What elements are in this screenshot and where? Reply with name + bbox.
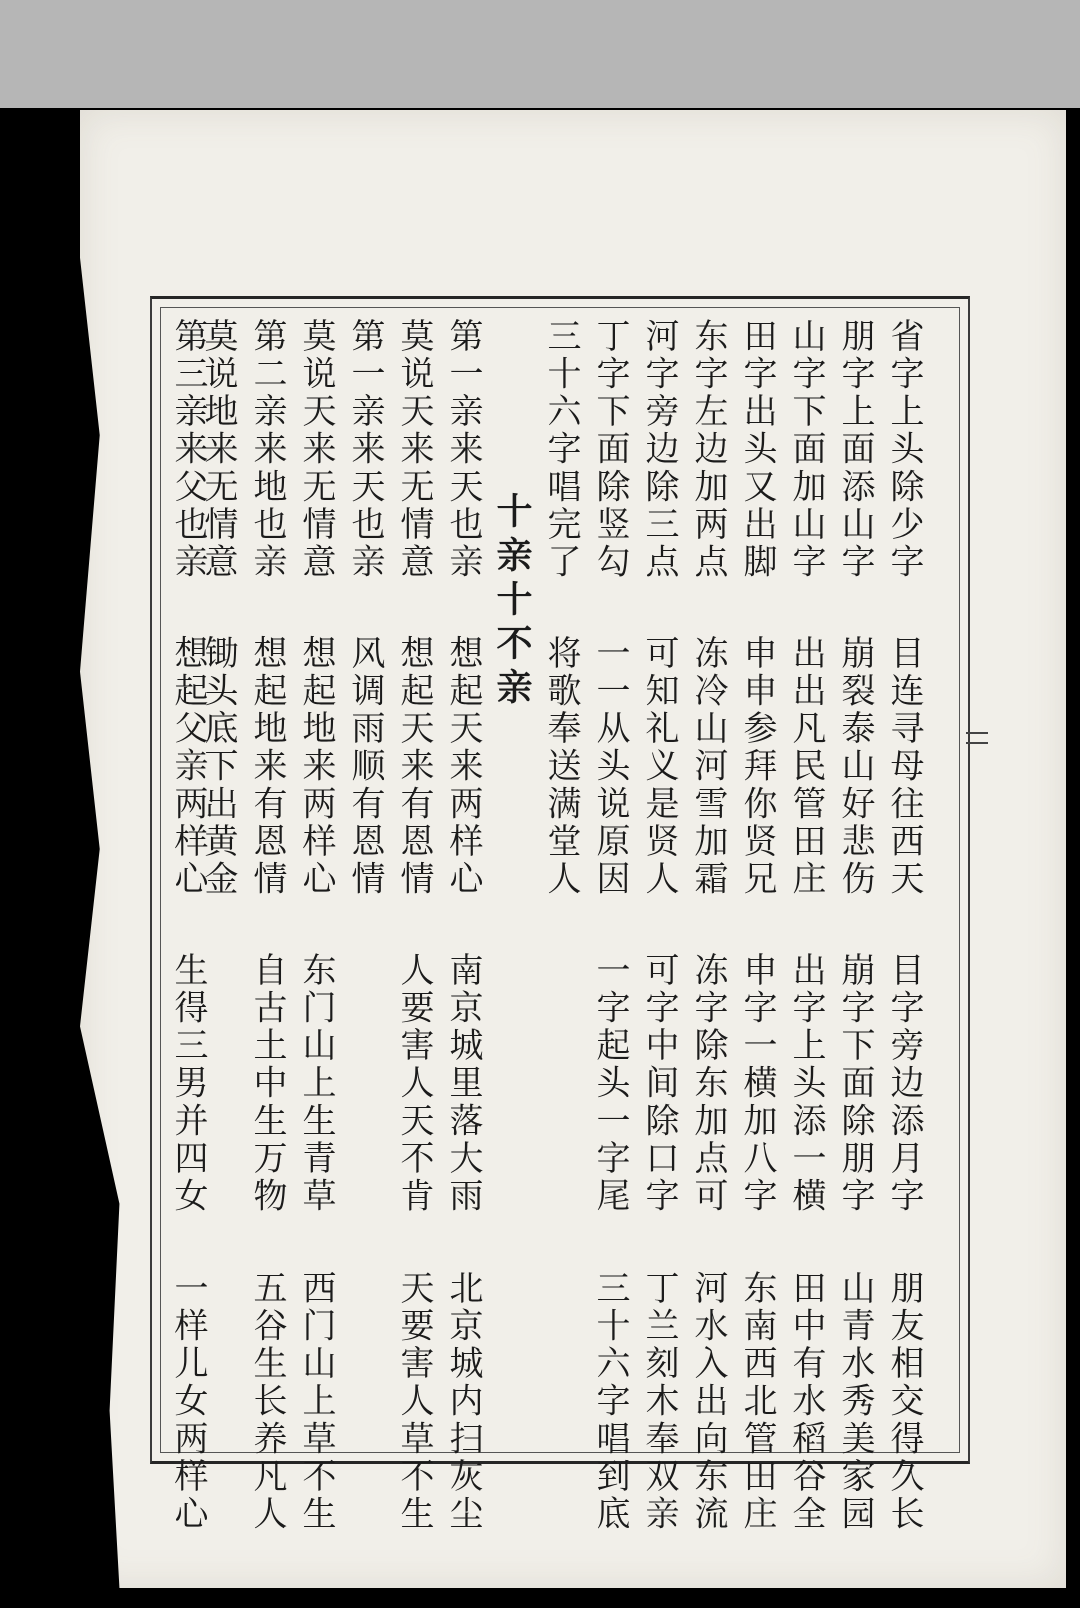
text-column-11 — [343, 318, 387, 1006]
top-gray-band — [0, 0, 1080, 108]
verse-segment: 东字左边加两点 — [688, 318, 728, 582]
verse-segment: 北京城内扫灰尘 — [443, 1269, 483, 1533]
verse-segment: 想起地来有恩情 — [247, 635, 287, 899]
text-column-6 — [637, 318, 681, 1533]
verse-segment: 丁兰刻木奉双亲 — [639, 1269, 679, 1533]
verse-segment: 山字下面加山字 — [786, 318, 826, 582]
verse-segment: 可字中间除口字 — [639, 952, 679, 1216]
verse-segment: 申申参拜你贤兄 — [737, 635, 777, 899]
verse-segment: 想起天来两样心 — [443, 635, 483, 899]
text-column-12 — [294, 318, 338, 1533]
verse-segment: 三十六字唱到底 — [590, 1269, 630, 1533]
verse-segment: 目字旁边添月字 — [884, 952, 924, 1216]
verse-segment: 朋字上面添山字 — [835, 318, 875, 582]
verse-segment: 想起地来两样心 — [296, 635, 336, 899]
verse-segment: 省字上头除少字 — [884, 318, 924, 582]
frame-edge-mark — [966, 732, 988, 744]
verse-segment: 三十六字唱完了 — [541, 318, 581, 582]
verse-segment: 河字旁边除三点 — [639, 318, 679, 582]
verse-segment: 冻字除东加点可 — [688, 952, 728, 1216]
verse-segment: 人要害人天不肯 — [394, 952, 434, 1216]
verse-segment: 山青水秀美家园 — [835, 1269, 875, 1533]
verse-segment: 第一亲来天也亲 — [345, 318, 385, 582]
verse-segment: 目连寻母往西天 — [884, 635, 924, 899]
text-column-7 — [588, 318, 632, 1533]
verse-segment: 锄头底下出黄金 — [198, 635, 238, 899]
text-column-10 — [392, 318, 436, 1533]
verse-segment: 冻冷山河雪加霜 — [688, 635, 728, 899]
text-column-15 — [166, 318, 210, 1533]
verse-segment: 东南西北管田庄 — [737, 1269, 777, 1533]
verse-segment: 出字上头添一横 — [786, 952, 826, 1216]
text-column-13 — [245, 318, 289, 1533]
verse-segment: 第一亲来天也亲 — [443, 318, 483, 582]
verse-segment: 一字起头一字尾 — [590, 952, 630, 1216]
verse-segment: 自古土中生万物 — [247, 952, 287, 1216]
verse-segment: 河水入出向东流 — [688, 1269, 728, 1533]
verse-segment: 朋友相交得久长 — [884, 1269, 924, 1533]
verse-segment: 想起父亲两样心 — [168, 635, 208, 899]
text-column-4 — [735, 318, 779, 1533]
verse-segment: 丁字下面除竖勾 — [590, 318, 630, 582]
text-column-5 — [686, 318, 730, 1533]
verse-segment: 风调雨顺有恩情 — [345, 635, 385, 899]
verse-segment: 东门山上生青草 — [296, 952, 336, 1216]
verse-segment: 田中有水稻谷全 — [786, 1269, 826, 1533]
verse-segment: 一样儿女两样心 — [168, 1269, 208, 1533]
text-column-1 — [882, 318, 926, 1533]
verse-segment: 一一从头说原因 — [590, 635, 630, 899]
verse-segment: 想起天来有恩情 — [394, 635, 434, 899]
verse-segment: 莫说天来无情意 — [296, 318, 336, 582]
text-column-2 — [833, 318, 877, 1533]
verse-segment: 出出凡民管田庄 — [786, 635, 826, 899]
verse-segment: 第三亲来父也亲 — [168, 318, 208, 582]
verse-segment: 西门山上草不生 — [296, 1269, 336, 1533]
verse-segment: 崩裂泰山好悲伤 — [835, 635, 875, 899]
verse-segment: 第二亲来地也亲 — [247, 318, 287, 582]
verse-segment: 莫说地来无情意 — [198, 318, 238, 582]
verse-segment: 田字出头又出脚 — [737, 318, 777, 582]
verse-segment: 天要害人草不生 — [394, 1269, 434, 1533]
verse-segment: 南京城里落大雨 — [443, 952, 483, 1216]
verse-segment: 申字一横加八字 — [737, 952, 777, 1216]
verse-segment: 莫说天来无情意 — [394, 318, 434, 582]
text-column-9 — [441, 318, 485, 1533]
text-column-3 — [784, 318, 828, 1533]
verse-segment: 崩字下面除朋字 — [835, 952, 875, 1216]
text-column-8 — [539, 318, 583, 1006]
verse-segment: 将歌奉送满堂人 — [541, 635, 581, 899]
verse-segment: 生得三男并四女 — [168, 952, 208, 1216]
section-title: 十亲十不亲 — [491, 492, 533, 712]
verse-segment: 可知礼义是贤人 — [639, 635, 679, 899]
verse-segment: 五谷生长养凡人 — [247, 1269, 287, 1533]
